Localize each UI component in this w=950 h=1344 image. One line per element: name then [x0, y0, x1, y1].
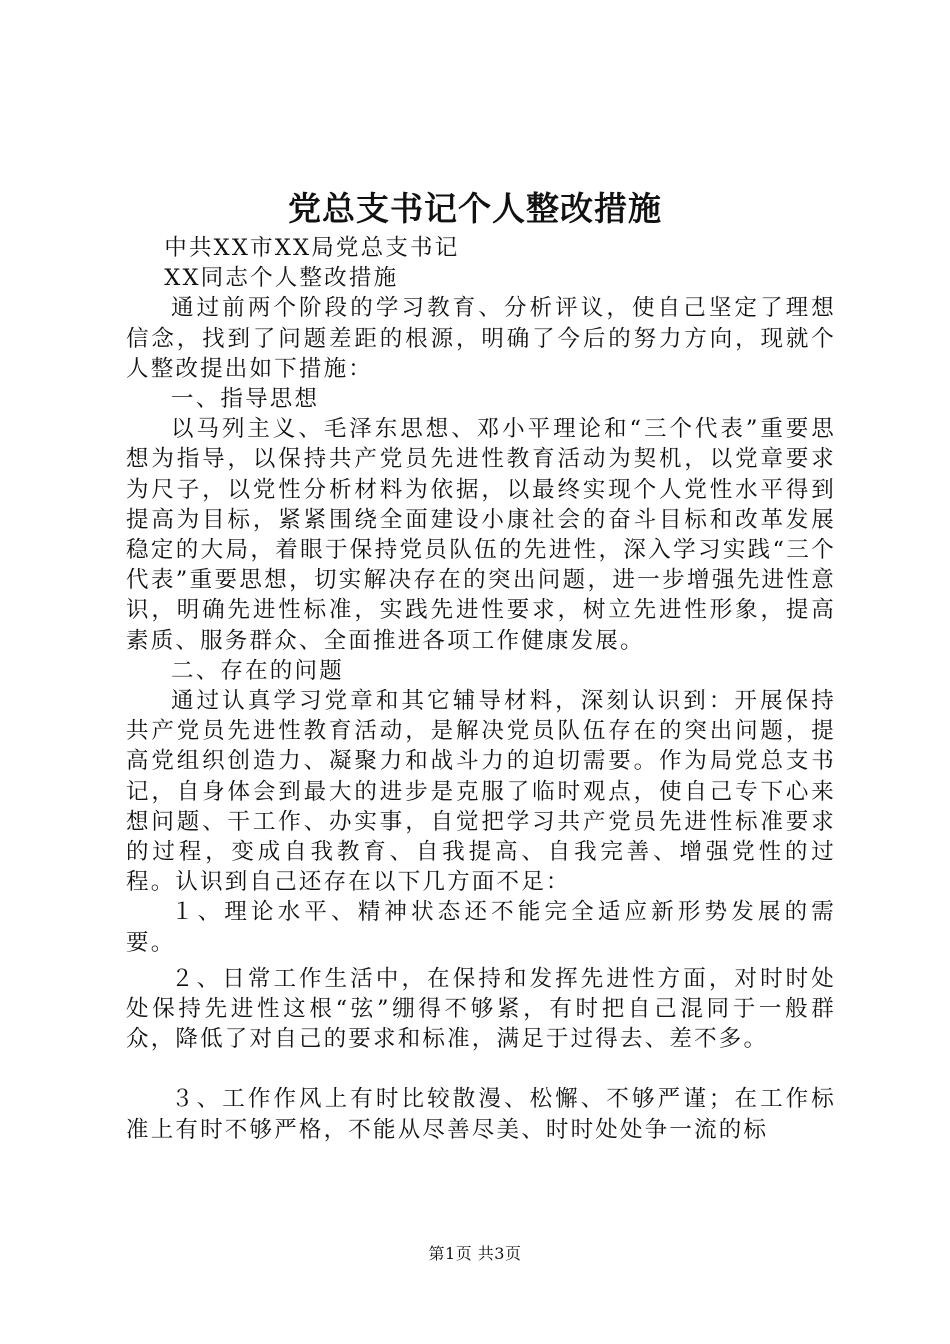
page-footer: 第1页 共3页 [428, 1244, 522, 1263]
problem-item-1: １、理论水平、精神状态还不能完全适应新形势发展的需要。 [126, 899, 836, 956]
existing-problems-paragraph: 通过认真学习党章和其它辅导材料，深刻认识到：开展保持共产党员先进性教育活动，是解决党员队伍存在的突出问题，提高党组织创造力、凝聚力和战斗力的迫切需要。作为局党总支书记，自身体会到最大的进步是克服了临时观点，使自己专下心来想问题、干工作、办实事，自觉把学习共产党员先进性标准要求的过程，变成自我教育、自我提高、自我完善、增强党性的过程。认识到自己还存在以下几方面不足： [126, 688, 836, 896]
header-line-subject: XX同志个人整改措施 [164, 265, 399, 292]
problem-item-2: ２、日常工作生活中，在保持和发挥先进性方面，对时时处处保持先进性这根“弦”绷得不够紧，有时把自己混同于一般群众，降低了对自己的要求和标准，满足于过得去、差不多。 [126, 965, 836, 1053]
header-line-organization: 中共XX市XX局党总支书记 [164, 235, 460, 261]
document-body [126, 233, 836, 1145]
problem-item-3: ３、工作作风上有时比较散漫、松懈、不够严谨；在工作标准上有时不够严格，不能从尽善尽美、时时处处争一流的标 [126, 1086, 836, 1143]
section-heading-existing-problems: 二、存在的问题 [171, 657, 344, 684]
guiding-thought-paragraph: 以马列主义、毛泽东思想、邓小平理论和“三个代表”重要思想为指导，以保持共产党员先进性教育活动为契机，以党章要求为尺子，以党性分析材料为依据，以最终实现个人党性水平得到提高为目标，紧紧围绕全面建设小康社会的奋斗目标和改革发展稳定的大局，着眼于保持党员队伍的先进性，深入学习实践“三个代表”重要思想，切实解决存在的突出问题，进一步增强先进性意识，明确先进性标准，实践先进性要求，树立先进性形象，提高素质、服务群众、全面推进各项工作健康发展。 [126, 416, 836, 654]
intro-paragraph: 通过前两个阶段的学习教育、分析评议，使自己坚定了理想信念，找到了问题差距的根源，明确了今后的努力方向，现就个人整改提出如下措施： [126, 295, 836, 382]
document-title: 党总支书记个人整改措施 [288, 189, 662, 228]
section-heading-guiding-thought: 一、指导思想 [171, 386, 320, 413]
